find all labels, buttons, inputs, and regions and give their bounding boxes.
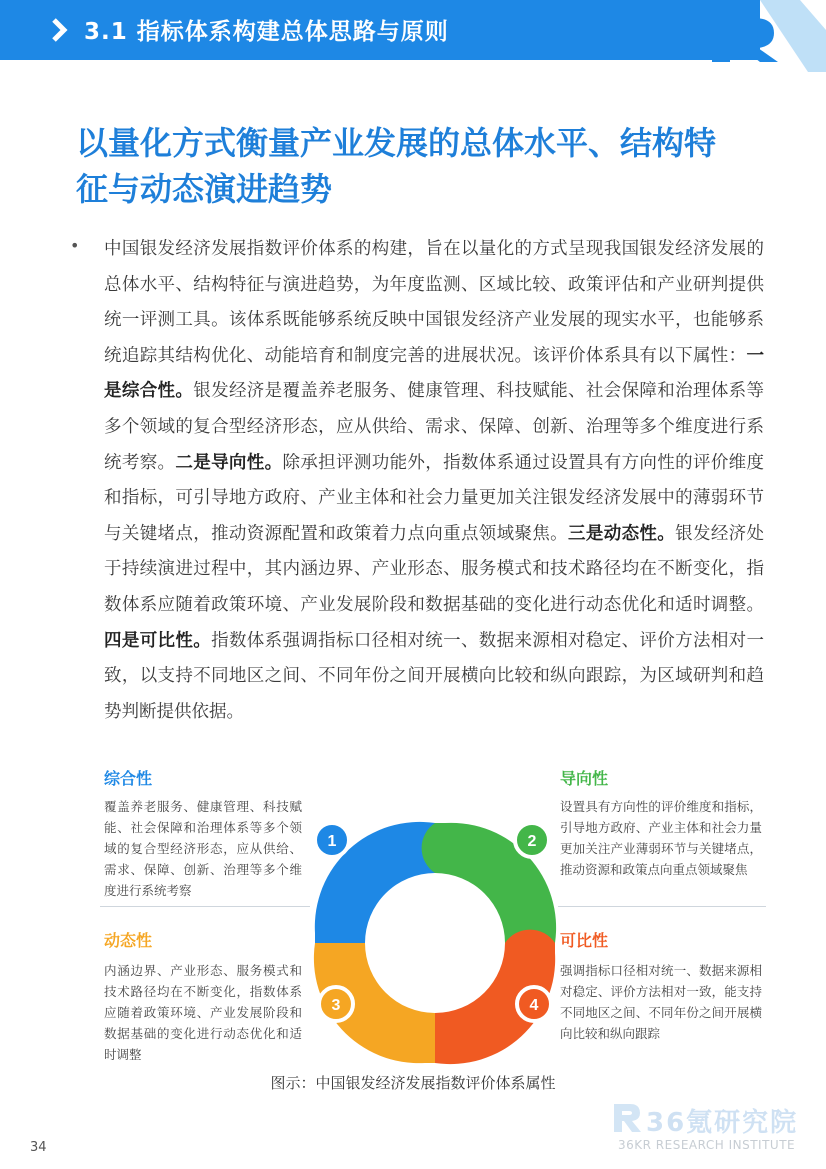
paragraph-text: 中国银发经济发展指数评价体系的构建，旨在以量化的方式呈现我国银发经济发展的总体水平、结构特征与演进趋势，为年度监测、区域比较、政策评估和产业研判提供统一评测工具。该体系既能够系统反映中国银发经济产业发展的现实水平，也能够系统追踪其结构优化、动能培育和制度完善的进展状况。该评价体系具有以下属性： (104, 239, 764, 366)
attribute-title-3: 动态性 (104, 931, 153, 950)
section-title: 3.1 指标体系构建总体思路与原则 (84, 19, 449, 45)
attribute-title-2: 导向性 (560, 769, 609, 788)
paragraph-text: 指数体系强调指标口径相对统一、数据来源相对稳定、评价方法相对一致，以支持不同地区之间、不同年份之间开展横向比较和纵向跟踪，为区域研判和趋势判断提供依据。 (104, 630, 765, 722)
attribute-label-comparable: 四是可比性。 (104, 630, 212, 651)
divider (100, 906, 310, 907)
badge-3 (319, 987, 353, 1021)
attribute-text-3: 内涵边界、产业形态、服务模式和技术路径均在不断变化，指数体系应随着政策环境、产业发展阶段和数据基础的变化进行动态优化和适时调整 (104, 963, 302, 1062)
heading-line-1: 以量化方式衡量产业发展的总体水平、结构特 (76, 124, 717, 162)
attribute-text-1: 覆盖养老服务、健康管理、科技赋能、社会保障和治理体系等多个领域的复合型经济形态，应从供给、需求、保障、创新、治理等多个维度进行系统考察 (104, 799, 302, 898)
body-paragraph (104, 232, 764, 730)
footer-logo-text: 36氪研究院 (646, 1108, 799, 1138)
attribute-diagram (310, 818, 560, 1068)
footer-logo (612, 1098, 812, 1160)
badge-2 (515, 823, 549, 857)
attribute-title-4: 可比性 (560, 931, 609, 950)
badge-number-2: 2 (527, 833, 537, 850)
divider (558, 906, 766, 907)
badge-number-4: 4 (529, 997, 539, 1014)
paragraph-text: 除承担评测功能外，指数体系通过设置具有方向性的评价维度和指标，可引导地方政府、产业主体和社会力量更加关注银发经济发展中的薄弱环节与关键堵点，推动资源配置和政策着力点向重点领域聚焦。 (104, 452, 765, 544)
bullet-marker: • (70, 236, 80, 255)
badge-1 (315, 823, 349, 857)
footer-logo-icon (612, 1102, 642, 1134)
page-number: 34 (30, 1140, 47, 1155)
attribute-label-guidance: 二是导向性。 (175, 452, 283, 473)
chevron-right-icon (50, 16, 72, 44)
attribute-label-dynamic: 三是动态性。 (568, 523, 676, 544)
attribute-label-comprehensive: 一是综合性。 (104, 345, 764, 402)
brand-logo-icon (700, 0, 826, 72)
footer-logo-subtitle: 36KR RESEARCH INSTITUTE (618, 1138, 796, 1152)
badge-number-1: 1 (327, 833, 337, 850)
diagram-center (375, 883, 495, 1003)
attribute-title-1: 综合性 (104, 769, 153, 788)
page-header (0, 0, 826, 60)
badge-4 (517, 987, 551, 1021)
attribute-text-4: 强调指标口径相对统一、数据来源相对稳定、评价方法相对一致，能支持不同地区之间、不同年份之间开展横向比较和纵向跟踪 (560, 963, 762, 1041)
attribute-text-2: 设置具有方向性的评价维度和指标，引导地方政府、产业主体和社会力量更加关注产业薄弱环节与关键堵点，推动资源和政策点向重点领域聚焦 (560, 799, 762, 877)
heading-line-2: 征与动态演进趋势 (76, 170, 333, 208)
badge-number-3: 3 (331, 997, 341, 1014)
paragraph-text: 银发经济处于持续演进过程中，其内涵边界、产业形态、服务模式和技术路径均在不断变化，指数体系应随着政策环境、产业发展阶段和数据基础的变化进行动态优化和适时调整。 (104, 523, 765, 615)
paragraph-text: 银发经济是覆盖养老服务、健康管理、科技赋能、社会保障和治理体系等多个领域的复合型经济形态，应从供给、需求、保障、创新、治理等多个维度进行系统考察。 (104, 381, 765, 473)
figure-caption: 图示：中国银发经济发展指数评价体系属性 (270, 1074, 556, 1092)
main-heading (76, 120, 776, 212)
